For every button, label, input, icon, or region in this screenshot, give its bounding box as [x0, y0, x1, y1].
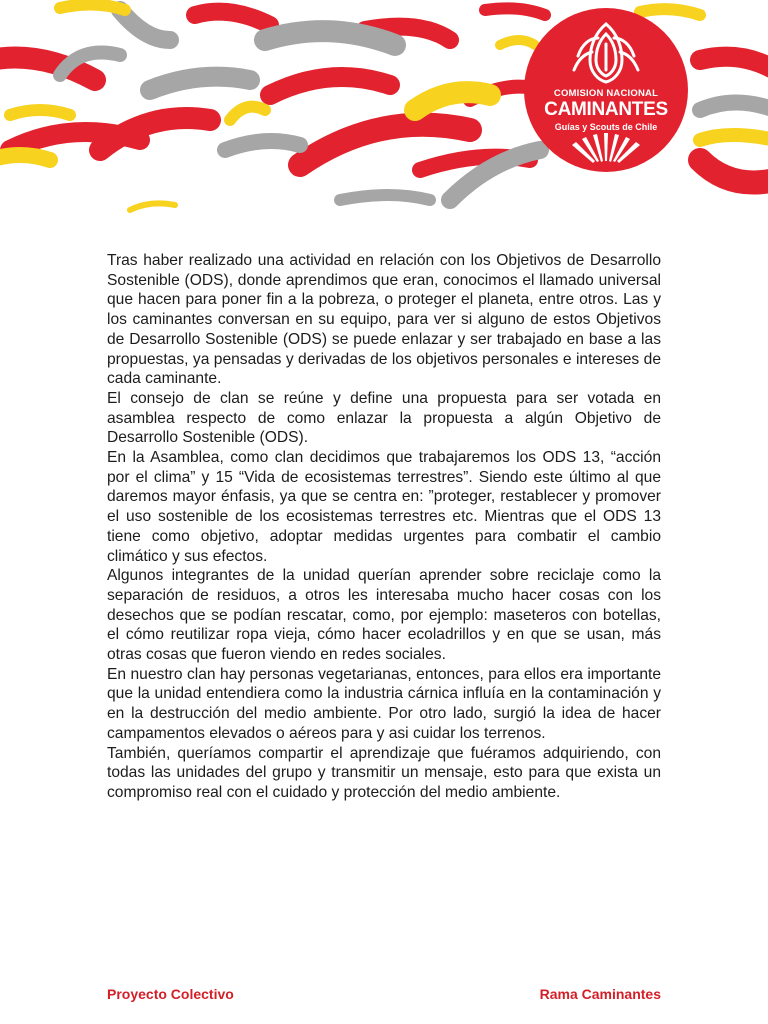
document-body — [107, 251, 661, 803]
logo-subtitle: Guías y Scouts de Chile — [554, 122, 658, 132]
logo-title: CAMINANTES — [544, 99, 668, 120]
paragraph-sharing: También, queríamos compartir el aprendizaje que fuéramos adquiriendo, con todas las unidades del grupo y transmitir un mensaje, esto para que exista un compromiso real con el cuidado y protección del medio ambiente. — [107, 744, 661, 801]
scout-emblem-icon — [568, 20, 644, 86]
footer-project-label: Proyecto Colectivo — [107, 986, 234, 1002]
paragraph-council: El consejo de clan se reúne y define una propuesta para ser votada en asamblea respecto de como enlazar la propuesta a algún Objetivo de Desarrollo Sostenible (ODS). — [107, 389, 661, 447]
footer-branch-label: Rama Caminantes — [539, 986, 661, 1002]
paragraph-intro: Tras haber realizado una actividad en relación con los Objetivos de Desarrollo Sostenible (ODS), donde aprendimos que eran, conocimos el llamado universal que hacen para poner fin a la pobreza, o proteger el planeta, entre otros. Las y los caminantes conversan en su equipo, para ver si alguno de estos Objetivos de Desarrollo Sostenible (ODS) se puede enlazar y ser trabajado en base a las propuestas, ya pensadas y derivadas de los objetivos personales e intereses de cada caminante. — [107, 252, 661, 388]
sun-rays-icon — [569, 133, 643, 163]
caminantes-logo — [524, 8, 688, 172]
paragraph-assembly: En la Asamblea, como clan decidimos que trabajaremos los ODS 13, “acción por el clima” y 15 “Vida de ecosistemas terrestres”. Siendo este último al que daremos mayor énfasis, ya que se centra en: ”proteger, restablecer y promover el uso sostenible de los ecosistemas terrestres etc. Mientras que el ODS 13 tiene como objetivo, adoptar medidas urgentes para combatir el cambio climático y sus efectos. — [107, 449, 661, 565]
paragraph-vegetarian: En nuestro clan hay personas vegetarianas, entonces, para ellos era importante que la unidad entendiera como la industria cárnica influía en la contaminación y en la destrucción del medio ambiente. Por otro lado, surgió la idea de hacer campamentos elevados o aéreos para y asi cuidar los terrenos. — [107, 665, 661, 742]
logo-commission-label: COMISION NACIONAL — [553, 88, 659, 99]
paragraph-recycling: Algunos integrantes de la unidad querían aprender sobre reciclaje como la separación de residuos, a otros les interesaba mucho hacer cosas con los desechos que se podían rescatar, como, por ejemplo: maseteros con botellas, el cómo reutilizar ropa vieja, cómo hacer ecoladrillos y en que se usan, más otras cosas que fueron viendo en redes sociales. — [107, 567, 661, 664]
